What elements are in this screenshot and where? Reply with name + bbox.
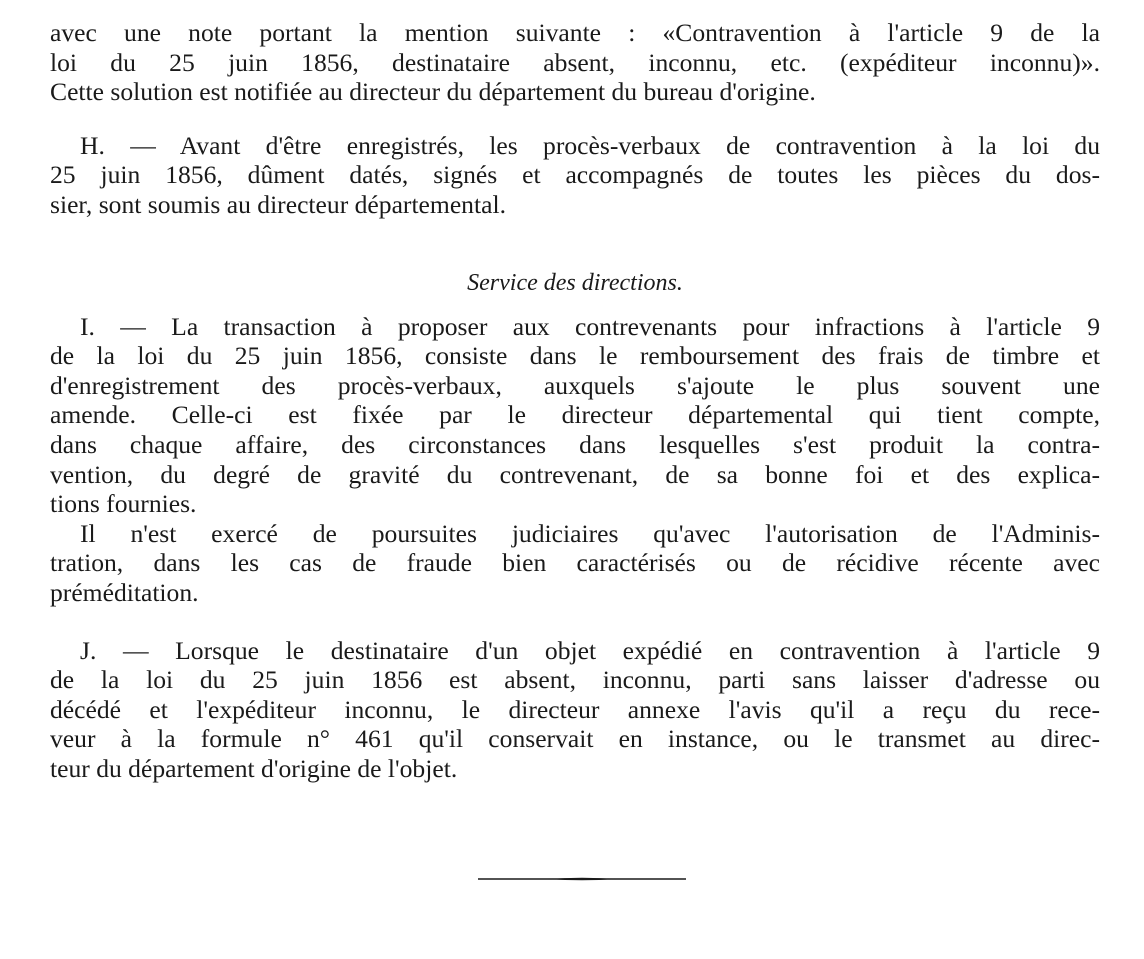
text-line: tration, dans les cas de fraude bien caractérisés ou de récidive récente avec [50, 548, 1100, 578]
closing-rule [478, 876, 686, 882]
text-line: H. — Avant d'être enregistrés, les procès-verbaux de contravention à la loi du [80, 130, 1100, 160]
text-line: teur du département d'origine de l'objet. [50, 753, 458, 783]
text-line: dans chaque affaire, des circonstances dans lesquelles s'est produit la contra- [50, 429, 1100, 459]
paragraph-intro [50, 18, 1100, 107]
text-line: avec une note portant la mention suivante : «Contravention à l'article 9 de la [50, 18, 1100, 47]
text-line: Il n'est exercé de poursuites judiciaires qu'avec l'autorisation de l'Adminis- [80, 518, 1100, 548]
paragraph-i [50, 312, 1100, 519]
section-heading: Service des directions. [467, 269, 683, 296]
text-line: loi du 25 juin 1856, destinataire absent, inconnu, etc. (expéditeur inconnu)». [50, 47, 1100, 77]
paragraph-i-continued [50, 519, 1100, 608]
paragraph-h [50, 131, 1100, 220]
text-line: de la loi du 25 juin 1856 est absent, inconnu, parti sans laisser d'adresse ou [50, 665, 1100, 695]
document-page [50, 18, 1100, 783]
paragraph-j [50, 636, 1100, 784]
text-line: J. — Lorsque le destinataire d'un objet expédié en contravention à l'article 9 [80, 635, 1100, 665]
text-line: 25 juin 1856, dûment datés, signés et accompagnés de toutes les pièces du dos- [50, 160, 1100, 190]
text-line: de la loi du 25 juin 1856, consiste dans le remboursement des frais de timbre et [50, 341, 1100, 371]
text-line: amende. Celle-ci est fixée par le directeur départemental qui tient compte, [50, 400, 1100, 430]
text-line: I. — La transaction à proposer aux contrevenants pour infractions à l'article 9 [80, 311, 1100, 341]
text-line: tions fournies. [50, 489, 197, 519]
text-line: décédé et l'expéditeur inconnu, le directeur annexe l'avis qu'il a reçu du rece- [50, 694, 1100, 724]
text-line: sier, sont soumis au directeur départemental. [50, 189, 506, 219]
text-line: d'enregistrement des procès-verbaux, auxquels s'ajoute le plus souvent une [50, 370, 1100, 400]
text-line: veur à la formule n° 461 qu'il conservait en instance, ou le transmet au direc- [50, 724, 1100, 754]
text-line: Cette solution est notifiée au directeur du département du bureau d'origine. [50, 77, 816, 107]
text-line: vention, du degré de gravité du contrevenant, de sa bonne foi et des explica- [50, 459, 1100, 489]
text-line: préméditation. [50, 577, 199, 607]
